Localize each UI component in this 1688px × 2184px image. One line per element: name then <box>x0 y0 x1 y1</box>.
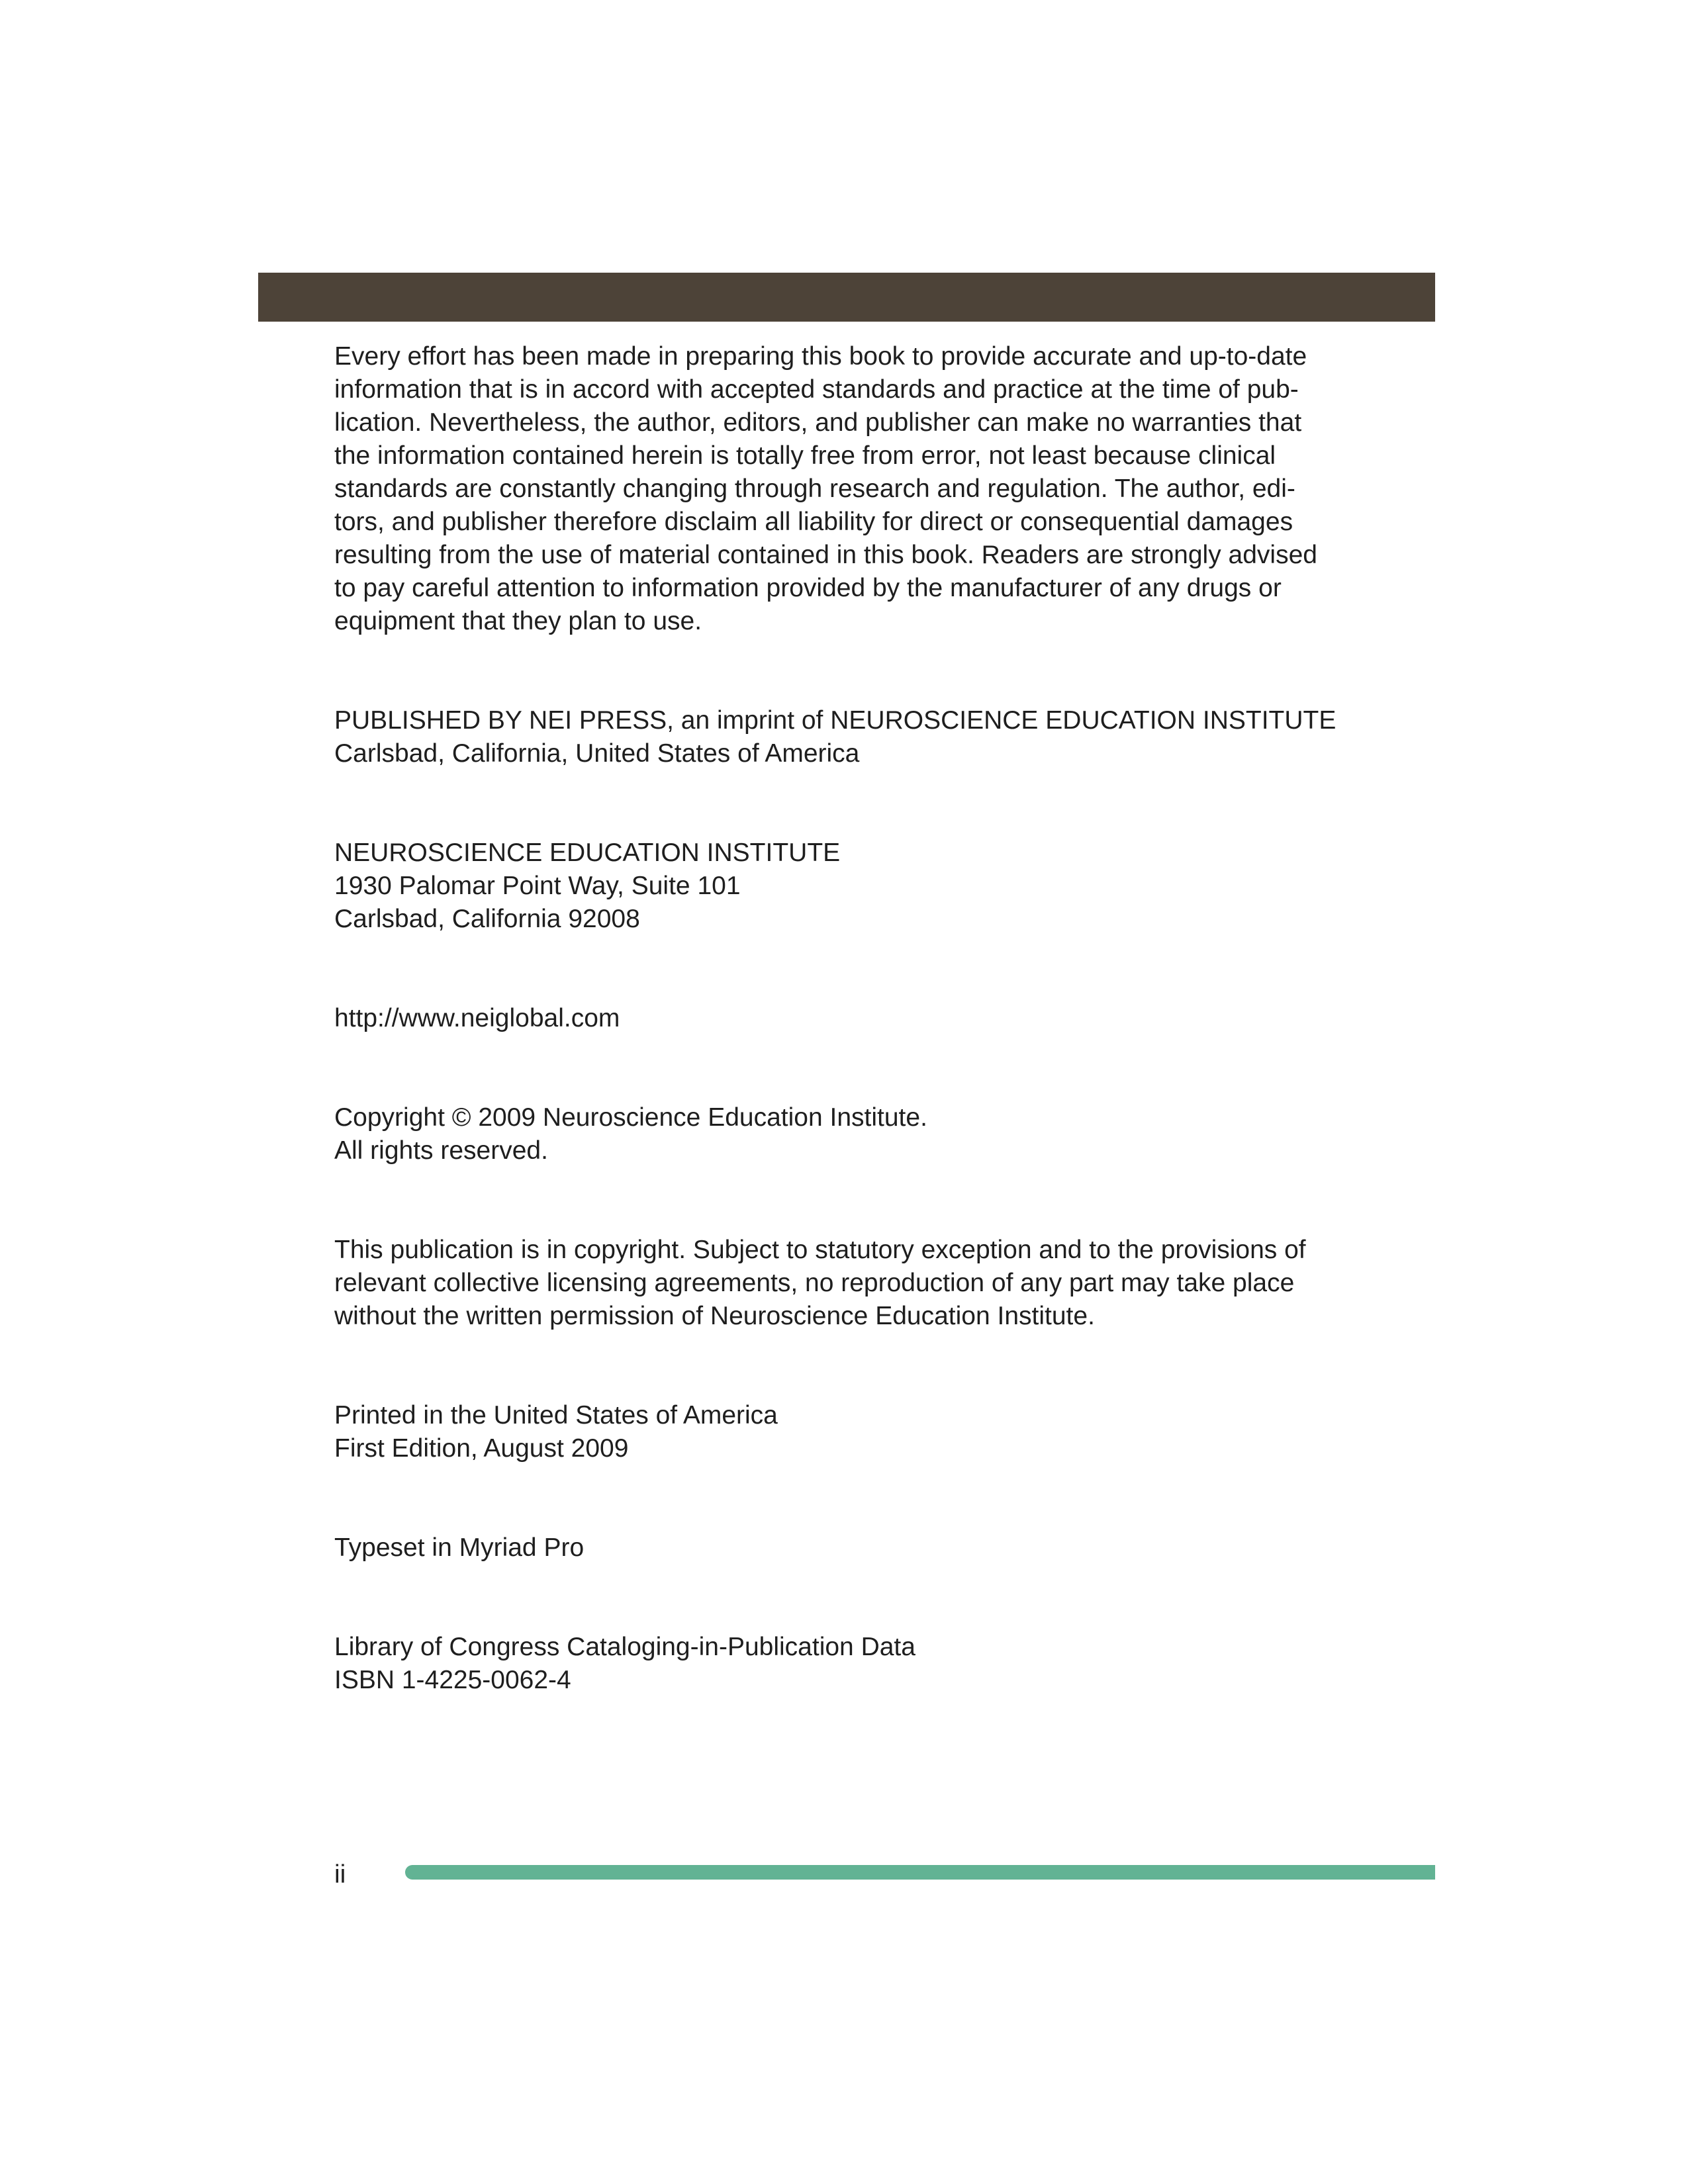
rights-line: without the written permission of Neuroscience Education Institute. <box>334 1302 1095 1330</box>
edition: First Edition, August 2009 <box>334 1434 629 1463</box>
disclaimer-line: standards are constantly changing through research and regulation. The author, edi- <box>334 475 1295 503</box>
street-address: 1930 Palomar Point Way, Suite 101 <box>334 872 741 900</box>
copyright-notice: Copyright © 2009 Neuroscience Education Institute. <box>334 1103 927 1132</box>
printed-in: Printed in the United States of America <box>334 1401 778 1430</box>
disclaimer-line: Every effort has been made in preparing this book to provide accurate and up-to-date <box>334 342 1307 371</box>
copyright-block <box>334 1101 1340 1167</box>
institute-name: NEUROSCIENCE EDUCATION INSTITUTE <box>334 839 841 867</box>
disclaimer-line: tors, and publisher therefore disclaim all liability for direct or consequential damages <box>334 508 1293 536</box>
disclaimer-line: the information contained herein is totally free from error, not least because clinical <box>334 441 1276 470</box>
rights-line: This publication is in copyright. Subject to statutory exception and to the provisions of <box>334 1236 1306 1264</box>
website-block <box>334 1002 1340 1035</box>
copyright-page-content <box>334 340 1340 1697</box>
typeset-note: Typeset in Myriad Pro <box>334 1533 585 1562</box>
disclaimer-line: lication. Nevertheless, the author, editors, and publisher can make no warranties that <box>334 408 1302 437</box>
page-number: ii <box>334 1860 346 1889</box>
cataloging-data: Library of Congress Cataloging-in-Publication Data <box>334 1633 915 1661</box>
footer-color-bar <box>405 1865 1435 1880</box>
rights-reserved: All rights reserved. <box>334 1136 548 1165</box>
publisher-location: Carlsbad, California, United States of America <box>334 739 860 768</box>
header-color-band <box>258 273 1435 322</box>
city-state-zip: Carlsbad, California 92008 <box>334 905 640 933</box>
address-block <box>334 837 1340 936</box>
disclaimer-line: equipment that they plan to use. <box>334 607 702 635</box>
printing-block <box>334 1399 1340 1465</box>
rights-line: relevant collective licensing agreements, no reproduction of any part may take place <box>334 1269 1295 1297</box>
disclaimer-line: resulting from the use of material contained in this book. Readers are strongly advised <box>334 541 1317 569</box>
cataloging-block <box>334 1631 1340 1697</box>
rights-paragraph <box>334 1234 1340 1333</box>
typeset-block <box>334 1531 1340 1565</box>
disclaimer-paragraph <box>334 340 1340 638</box>
disclaimer-line: to pay careful attention to information provided by the manufacturer of any drugs or <box>334 574 1282 602</box>
publisher-block <box>334 704 1340 770</box>
publisher-imprint: PUBLISHED BY NEI PRESS, an imprint of NEUROSCIENCE EDUCATION INSTITUTE <box>334 706 1336 735</box>
website-url: http://www.neiglobal.com <box>334 1004 620 1032</box>
disclaimer-line: information that is in accord with accepted standards and practice at the time of pub- <box>334 375 1299 404</box>
isbn: ISBN 1-4225-0062-4 <box>334 1666 571 1694</box>
